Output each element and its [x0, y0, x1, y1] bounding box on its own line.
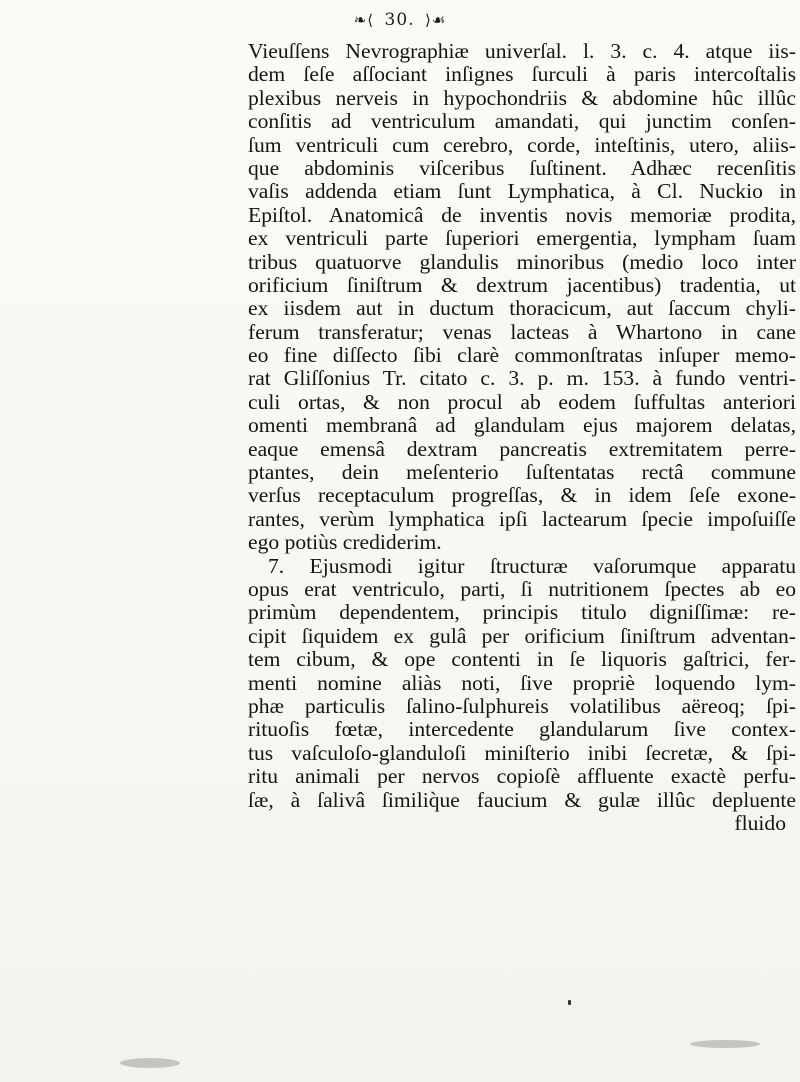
text-line: rituoſis fœtæ, intercedente glandularum ſive contex-	[248, 717, 796, 742]
page-smudge	[120, 1058, 180, 1068]
text-line: omenti membranâ ad glandulam ejus majorem delatas,	[248, 413, 796, 438]
text-line: ex ventriculi parte ſuperiori emergentia, lympham ſuam	[248, 226, 796, 251]
text-line: ptantes, dein meſenterio ſuſtentatas rectâ commune	[248, 460, 796, 485]
text-line: eaque emensâ dextram pancreatis extremitatem perre-	[248, 436, 796, 461]
text-line: primùm dependentem, principis titulo digniſſimæ: re-	[248, 600, 796, 625]
text-line: menti nomine aliàs noti, ſive propriè loquendo lym-	[248, 670, 796, 695]
text-line: que abdominis viſceribus ſuſtinent. Adhæc recenſitis	[248, 155, 796, 180]
text-line: ritu animali per nervos copioſè affluente exactè perfu-	[248, 764, 796, 789]
text-line: Epiſtol. Anatomicâ de inventis novis memoriæ prodita,	[248, 202, 796, 227]
text-line: tem cibum, & ope contenti in ſe liquoris gaſtrici, fer-	[248, 647, 796, 672]
right-ornament-icon: ⟩☙	[424, 11, 447, 29]
text-line: cipit ſiquidem ex gulâ per orificium ſiniſtrum adventan-	[248, 623, 796, 648]
text-line: opus erat ventriculo, parti, ſi nutritionem ſpectes ab eo	[248, 576, 796, 601]
text-line: ego potiùs crediderim.	[248, 530, 442, 555]
page-smudge	[690, 1040, 760, 1048]
text-line: ferum transferatur; venas lacteas à Whartono in cane	[248, 319, 796, 344]
catchword: fluido	[734, 810, 786, 835]
text-line: vaſis addenda etiam ſunt Lymphatica, à Cl. Nuckio in	[248, 179, 796, 204]
left-ornament-icon: ❧⟨	[353, 11, 375, 29]
page-header	[0, 10, 800, 30]
body-text	[248, 40, 796, 835]
text-line: tribus quatuorve glandulis minoribus (medio loco inter	[248, 249, 796, 274]
text-line: rantes, verùm lymphatica ipſi lactearum ſpecie impoſuiſſe	[248, 506, 796, 531]
text-line: eo fine diſſecto ſibi clarè commonſtratas inſuper memo-	[248, 343, 796, 368]
text-line: phæ particulis ſalino-ſulphureis volatilibus aëreoq; ſpi-	[248, 693, 796, 718]
ink-speck	[568, 1000, 571, 1005]
text-line: orificium ſiniſtrum & dextrum jacentibus) tradentia, ut	[248, 272, 796, 297]
page-number: 30.	[384, 10, 415, 30]
section-start-line: 7. Ejusmodi igitur ſtructuræ vaſorumque apparatu	[268, 553, 796, 578]
text-line: tus vaſculoſo-glanduloſi miniſterio inibi ſecretæ, & ſpi-	[248, 740, 796, 765]
text-line: ſæ, à ſalivâ ſimiliq̀ue faucium & gulæ illûc depluente	[248, 787, 796, 812]
text-line: verſus receptaculum progreſſas, & in idem ſeſe exone-	[248, 483, 796, 508]
text-line: dem ſeſe aſſociant inſignes ſurculi à paris intercoſtalis	[248, 62, 796, 87]
text-line: rat Gliſſonius Tr. citato c. 3. p. m. 153. à fundo ventri-	[248, 366, 796, 391]
text-line: culi ortas, & non procul ab eodem ſuffultas anteriori	[248, 389, 796, 414]
text-line: Vieuſſens Nevrographiæ univerſal. l. 3. c. 4. atque iis-	[248, 39, 796, 63]
text-line: conſitis ad ventriculum amandati, qui junctim conſen-	[248, 109, 796, 134]
text-line: ſum ventriculi cum cerebro, corde, inteſtinis, utero, aliis-	[248, 132, 796, 157]
text-line: ex iisdem aut in ductum thoracicum, aut ſaccum chyli-	[248, 296, 796, 321]
text-line: plexibus nerveis in hypochondriis & abdomine hûc illûc	[248, 85, 796, 110]
